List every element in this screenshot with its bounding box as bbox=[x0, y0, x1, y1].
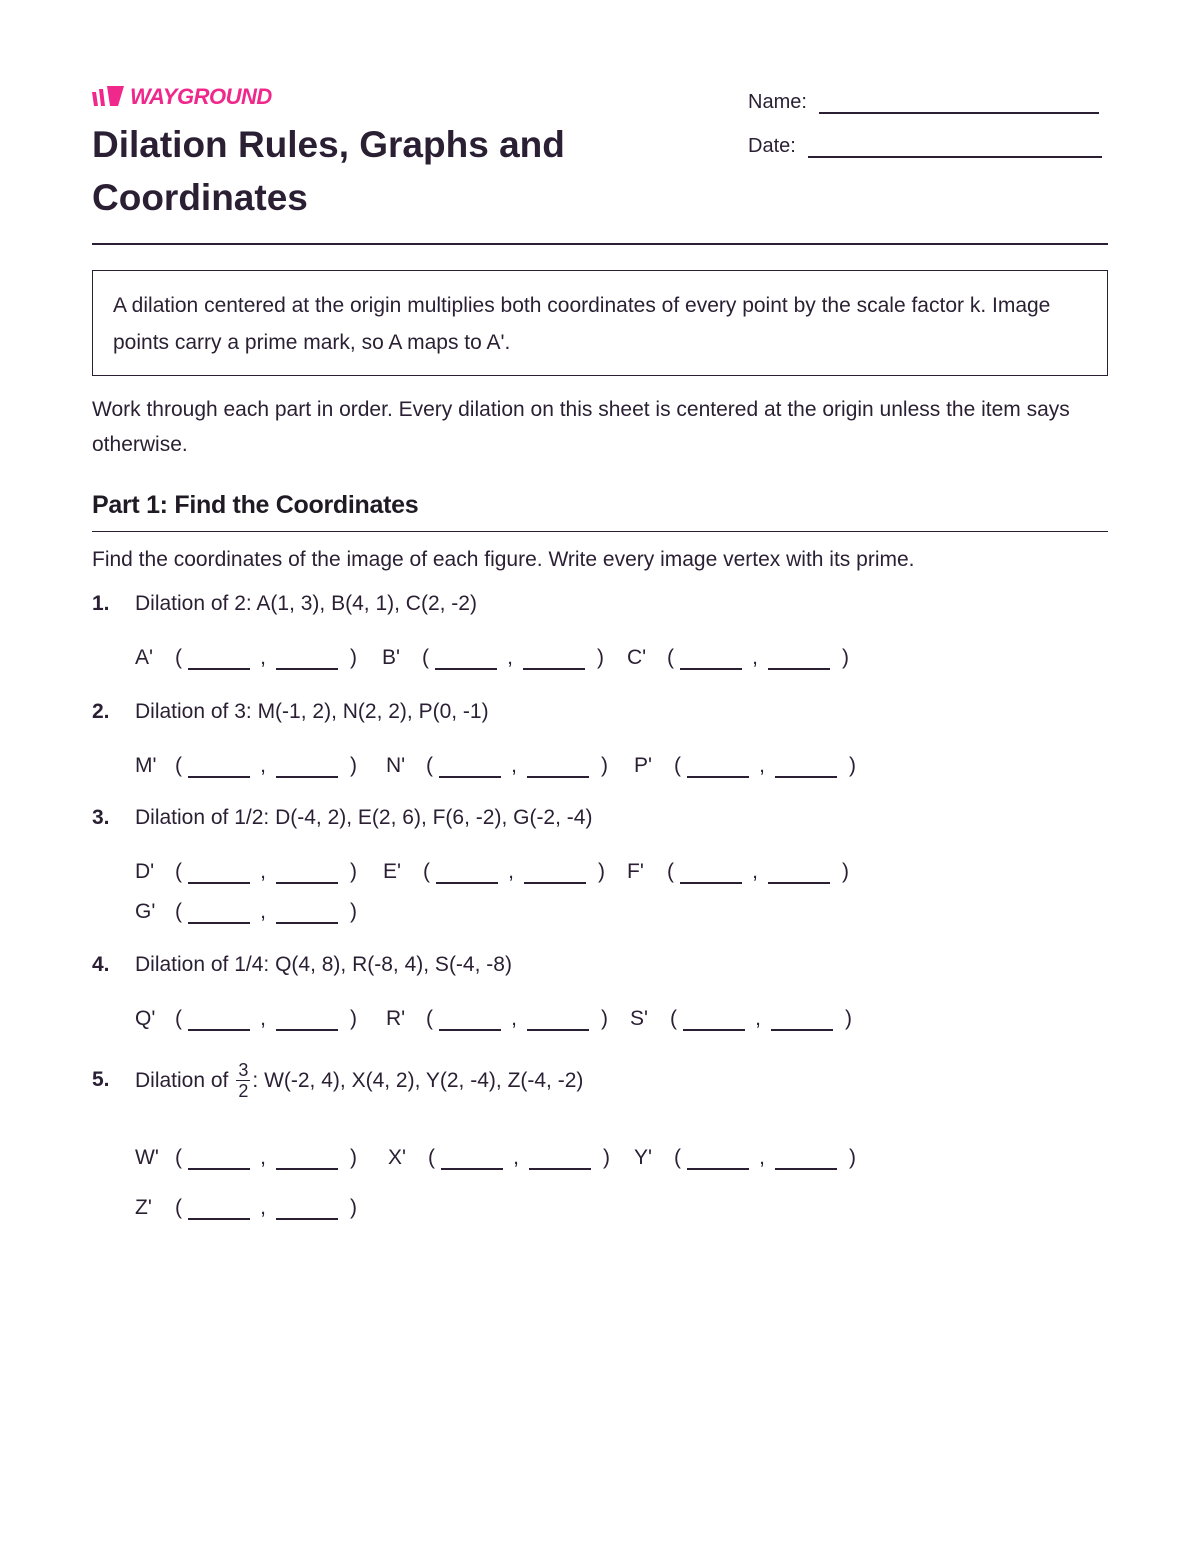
comma: , bbox=[260, 1007, 266, 1030]
date-blank[interactable] bbox=[808, 138, 1102, 158]
close-paren: ) bbox=[350, 1146, 357, 1169]
comma: , bbox=[511, 1007, 517, 1030]
answer-m-prime[interactable] bbox=[135, 754, 357, 778]
y-blank[interactable] bbox=[276, 1009, 338, 1031]
answer-a-prime[interactable] bbox=[135, 646, 357, 670]
answer-label: D' bbox=[135, 860, 155, 883]
answer-r-prime[interactable] bbox=[386, 1007, 608, 1031]
answer-label: S' bbox=[630, 1007, 649, 1030]
question-text: Dilation of 1/4: Q(4, 8), R(-8, 4), S(-4, -8) bbox=[135, 953, 512, 976]
open-paren: ( bbox=[426, 754, 433, 777]
answer-z-prime[interactable] bbox=[135, 1196, 357, 1220]
comma: , bbox=[759, 1146, 765, 1169]
y-blank[interactable] bbox=[276, 902, 338, 924]
y-blank[interactable] bbox=[529, 1148, 591, 1170]
open-paren: ( bbox=[426, 1007, 433, 1030]
x-blank[interactable] bbox=[439, 1009, 501, 1031]
close-paren: ) bbox=[845, 1007, 852, 1030]
answer-c-prime[interactable] bbox=[627, 646, 849, 670]
y-blank[interactable] bbox=[771, 1009, 833, 1031]
y-blank[interactable] bbox=[276, 756, 338, 778]
close-paren: ) bbox=[350, 1196, 357, 1219]
answer-label: F' bbox=[627, 860, 644, 883]
x-blank[interactable] bbox=[188, 1148, 250, 1170]
answer-label: R' bbox=[386, 1007, 406, 1030]
close-paren: ) bbox=[350, 754, 357, 777]
close-paren: ) bbox=[842, 646, 849, 669]
part1-heading: Part 1: Find the Coordinates bbox=[92, 491, 419, 519]
close-paren: ) bbox=[849, 754, 856, 777]
name-field[interactable] bbox=[748, 90, 1099, 114]
close-paren: ) bbox=[842, 860, 849, 883]
open-paren: ( bbox=[175, 860, 182, 883]
y-blank[interactable] bbox=[768, 648, 830, 670]
open-paren: ( bbox=[175, 646, 182, 669]
y-blank[interactable] bbox=[775, 756, 837, 778]
date-field[interactable] bbox=[748, 134, 1102, 158]
y-blank[interactable] bbox=[775, 1148, 837, 1170]
question-number: 3. bbox=[92, 806, 110, 829]
x-blank[interactable] bbox=[188, 1198, 250, 1220]
answer-label: N' bbox=[386, 754, 406, 777]
close-paren: ) bbox=[350, 646, 357, 669]
answer-y-prime[interactable] bbox=[634, 1146, 856, 1170]
question-text-prefix: Dilation of bbox=[135, 1068, 229, 1092]
open-paren: ( bbox=[670, 1007, 677, 1030]
x-blank[interactable] bbox=[680, 862, 742, 884]
y-blank[interactable] bbox=[276, 648, 338, 670]
x-blank[interactable] bbox=[188, 862, 250, 884]
name-blank[interactable] bbox=[819, 94, 1099, 114]
date-label: Date: bbox=[748, 135, 796, 157]
y-blank[interactable] bbox=[276, 862, 338, 884]
name-label: Name: bbox=[748, 91, 807, 113]
y-blank[interactable] bbox=[276, 1148, 338, 1170]
wayground-logo-icon bbox=[92, 86, 124, 108]
answer-g-prime[interactable] bbox=[135, 900, 357, 924]
question-text-suffix: : W(-2, 4), X(4, 2), Y(2, -4), Z(-4, -2) bbox=[252, 1068, 584, 1092]
answer-d-prime[interactable] bbox=[135, 860, 357, 884]
x-blank[interactable] bbox=[436, 862, 498, 884]
question-number: 2. bbox=[92, 700, 110, 723]
comma: , bbox=[260, 754, 266, 777]
comma: , bbox=[752, 646, 758, 669]
x-blank[interactable] bbox=[439, 756, 501, 778]
question-text: Dilation of 3: M(-1, 2), N(2, 2), P(0, -1) bbox=[135, 700, 489, 723]
y-blank[interactable] bbox=[768, 862, 830, 884]
answer-label: M' bbox=[135, 754, 157, 777]
answer-label: Q' bbox=[135, 1007, 156, 1030]
answer-label: P' bbox=[634, 754, 653, 777]
intro-text: Work through each part in order. Every dilation on this sheet is centered at the origin unless the item says otherwise. bbox=[92, 398, 1070, 456]
close-paren: ) bbox=[597, 646, 604, 669]
x-blank[interactable] bbox=[687, 1148, 749, 1170]
close-paren: ) bbox=[603, 1146, 610, 1169]
comma: , bbox=[260, 860, 266, 883]
open-paren: ( bbox=[674, 754, 681, 777]
header-divider bbox=[92, 243, 1108, 245]
question-text bbox=[135, 1060, 583, 1101]
answer-w-prime[interactable] bbox=[135, 1146, 357, 1170]
answer-label: C' bbox=[627, 646, 647, 669]
x-blank[interactable] bbox=[687, 756, 749, 778]
fraction-numerator: 3 bbox=[238, 1060, 249, 1080]
open-paren: ( bbox=[422, 646, 429, 669]
question-text: Dilation of 2: A(1, 3), B(4, 1), C(2, -2) bbox=[135, 592, 477, 615]
y-blank[interactable] bbox=[527, 1009, 589, 1031]
close-paren: ) bbox=[601, 754, 608, 777]
close-paren: ) bbox=[601, 1007, 608, 1030]
x-blank[interactable] bbox=[680, 648, 742, 670]
open-paren: ( bbox=[175, 900, 182, 923]
close-paren: ) bbox=[598, 860, 605, 883]
comma: , bbox=[511, 754, 517, 777]
answer-n-prime[interactable] bbox=[386, 754, 608, 778]
close-paren: ) bbox=[849, 1146, 856, 1169]
comma: , bbox=[260, 1196, 266, 1219]
comma: , bbox=[508, 860, 514, 883]
open-paren: ( bbox=[423, 860, 430, 883]
question-number: 1. bbox=[92, 592, 110, 615]
answer-x-prime[interactable] bbox=[388, 1146, 610, 1170]
answer-label: W' bbox=[135, 1146, 159, 1169]
answer-label: Y' bbox=[634, 1146, 653, 1169]
part1-directions: Find the coordinates of the image of each figure. Write every image vertex with its prime. bbox=[92, 548, 915, 571]
part1-divider bbox=[92, 531, 1108, 532]
open-paren: ( bbox=[428, 1146, 435, 1169]
answer-label: Z' bbox=[135, 1196, 152, 1219]
open-paren: ( bbox=[175, 754, 182, 777]
y-blank[interactable] bbox=[276, 1198, 338, 1220]
comma: , bbox=[759, 754, 765, 777]
brand-name: WAYGROUND bbox=[130, 84, 272, 109]
open-paren: ( bbox=[674, 1146, 681, 1169]
x-blank[interactable] bbox=[683, 1009, 745, 1031]
answer-p-prime[interactable] bbox=[634, 754, 856, 778]
x-blank[interactable] bbox=[188, 756, 250, 778]
answer-e-prime[interactable] bbox=[383, 860, 605, 884]
x-blank[interactable] bbox=[188, 1009, 250, 1031]
comma: , bbox=[507, 646, 513, 669]
close-paren: ) bbox=[350, 900, 357, 923]
answer-q-prime[interactable] bbox=[135, 1007, 357, 1031]
x-blank[interactable] bbox=[188, 648, 250, 670]
answer-label: E' bbox=[383, 860, 402, 883]
answer-s-prime[interactable] bbox=[630, 1007, 852, 1031]
close-paren: ) bbox=[350, 860, 357, 883]
comma: , bbox=[260, 1146, 266, 1169]
answer-label: A' bbox=[135, 646, 154, 669]
comma: , bbox=[752, 860, 758, 883]
comma: , bbox=[755, 1007, 761, 1030]
comma: , bbox=[260, 900, 266, 923]
open-paren: ( bbox=[667, 646, 674, 669]
open-paren: ( bbox=[175, 1007, 182, 1030]
question-number: 5. bbox=[92, 1068, 110, 1091]
open-paren: ( bbox=[175, 1196, 182, 1219]
comma: , bbox=[260, 646, 266, 669]
question-text: Dilation of 1/2: D(-4, 2), E(2, 6), F(6, -2), G(-2, -4) bbox=[135, 806, 593, 829]
y-blank[interactable] bbox=[523, 648, 585, 670]
question-number: 4. bbox=[92, 953, 110, 976]
page-title: Dilation Rules, Graphs and Coordinates bbox=[92, 124, 565, 218]
y-blank[interactable] bbox=[527, 756, 589, 778]
answer-label: G' bbox=[135, 900, 156, 923]
x-blank[interactable] bbox=[441, 1148, 503, 1170]
fraction-denominator: 2 bbox=[238, 1081, 249, 1101]
close-paren: ) bbox=[350, 1007, 357, 1030]
x-blank[interactable] bbox=[435, 648, 497, 670]
answer-f-prime[interactable] bbox=[627, 860, 849, 884]
x-blank[interactable] bbox=[188, 902, 250, 924]
answer-b-prime[interactable] bbox=[382, 646, 604, 670]
answer-label: B' bbox=[382, 646, 401, 669]
open-paren: ( bbox=[175, 1146, 182, 1169]
answer-label: X' bbox=[388, 1146, 407, 1169]
y-blank[interactable] bbox=[524, 862, 586, 884]
scale-fraction bbox=[236, 1060, 250, 1101]
open-paren: ( bbox=[667, 860, 674, 883]
info-box: A dilation centered at the origin multiplies both coordinates of every point by the scale factor k. Image points carry a prime mark, so A maps to A'. bbox=[92, 270, 1108, 376]
brand-logo bbox=[92, 86, 272, 108]
comma: , bbox=[513, 1146, 519, 1169]
